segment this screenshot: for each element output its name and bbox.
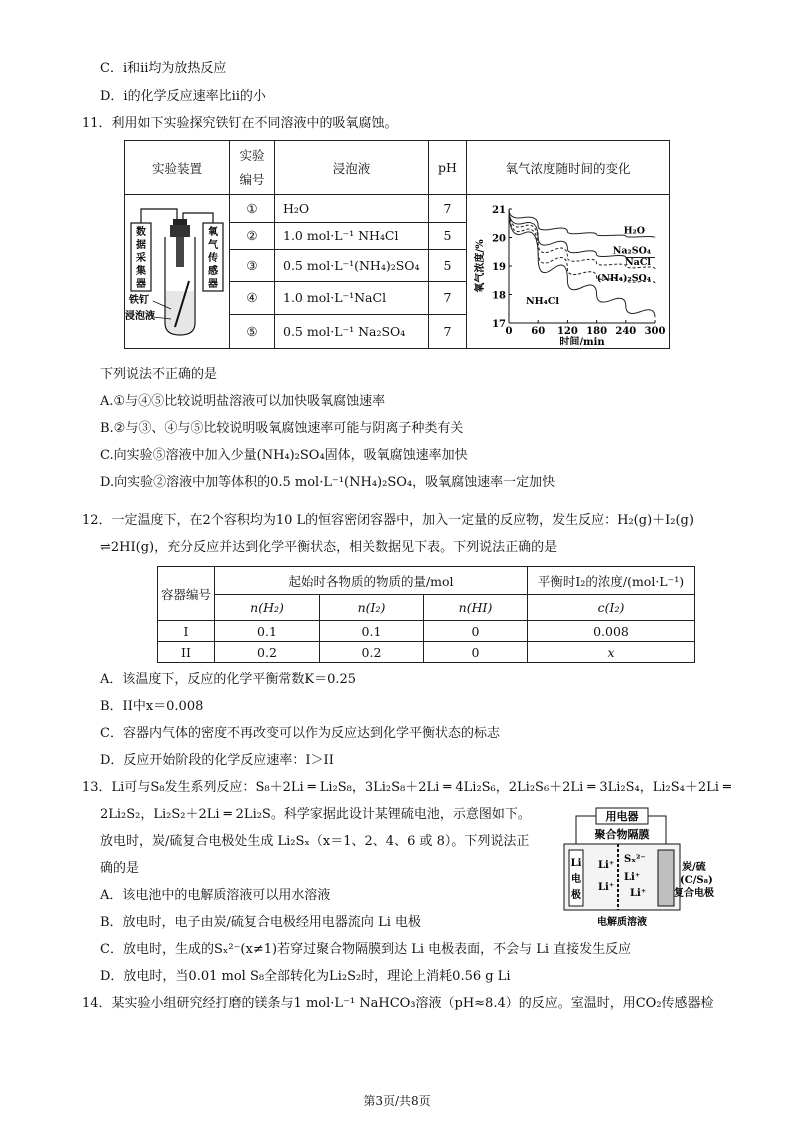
q11-row-3-solution: 0.5 mol·L⁻¹(NH₄)₂SO₄ (275, 250, 429, 282)
q11-row-4-ph: 7 (429, 281, 467, 315)
q12-row-2-ni2: 0.2 (320, 642, 424, 663)
q12-row-1-nh2: 0.1 (215, 621, 320, 642)
q12-option-b: B．II中x＝0.008 (100, 699, 204, 714)
q11-chart-cell (467, 195, 670, 349)
q11-row-1-id: ① (230, 195, 275, 223)
q12-table (157, 566, 695, 663)
x-tick-label: 300 (644, 326, 666, 337)
q12-stem-1: 12．一定温度下，在2个容积均为10 L的恒容密闭容器中，加入一定量的反应物，发生反应：H₂(g)＋I₂(g) (82, 513, 694, 528)
q11-row-5-solution: 0.5 mol·L⁻¹ Na₂SO₄ (275, 315, 429, 349)
sensor-label-1: 氧 (208, 227, 218, 238)
y-tick-label: 18 (492, 290, 506, 302)
liion-right-1: Li⁺ (624, 872, 641, 883)
series-label-3: (NH₄)₂SO₄ (596, 273, 651, 285)
q14-stem: 14．某实验小组研究经打磨的镁条与1 mol·L⁻¹ NaHCO₃溶液（pH≈8.4）的反应。室温时，用CO₂传感器检 (82, 996, 714, 1011)
q11-stem: 11．利用如下实验探究铁钉在不同溶液中的吸氧腐蚀。 (82, 116, 398, 131)
q11-row-3-ph: 5 (429, 250, 467, 282)
collector-label-1: 数 (136, 227, 146, 238)
q13-option-d: D．放电时，当0.01 mol S₈全部转化为Li₂S₂时，理论上消耗0.56 g Li (100, 969, 511, 984)
q12-sub-ni2: n(I₂) (320, 595, 424, 621)
q12-sub-nh2: n(H₂) (215, 595, 320, 621)
cs-electrode-label-2: (C/S₈) (680, 875, 713, 886)
q13-option-b: B．放电时，电子由炭/硫复合电极经用电器流向 Li 电极 (100, 915, 421, 930)
q11-header-apparatus: 实验装置 (125, 141, 230, 195)
q11-row-5-id: ⑤ (230, 315, 275, 349)
q13-option-a: A．该电池中的电解质溶液可以用水溶液 (100, 888, 331, 903)
li-electrode-label-1: Li (570, 858, 582, 869)
q11-header-ph: pH (429, 141, 467, 195)
q11-option-a: A.①与④⑤比较说明盐溶液可以加快吸氧腐蚀速率 (100, 394, 386, 409)
y-tick-label: 17 (492, 319, 506, 330)
appliance-label: 用电器 (605, 810, 639, 823)
sensor-label-4: 感 (208, 266, 218, 277)
q11-question: 下列说法不正确的是 (100, 367, 218, 382)
q10-option-c: C．ⅰ和ⅱ均为放热反应 (100, 61, 227, 76)
liquid-label: 浸泡液 (125, 311, 155, 322)
q12-row-1-nhi: 0 (424, 621, 528, 642)
liion-left-2: Li⁺ (598, 882, 615, 893)
q12-header-container: 容器编号 (158, 567, 215, 621)
series-label-4: NH₄Cl (526, 295, 559, 307)
liion-left-1: Li⁺ (598, 860, 615, 871)
q11-apparatus-cell (125, 195, 230, 349)
li-electrode-label-3: 极 (571, 890, 581, 901)
q11-row-2-ph: 5 (429, 222, 467, 250)
q11-header-exp-id: 实验 编号 (230, 141, 275, 195)
collector-label-5: 器 (136, 279, 146, 290)
q12-sub-nhi: n(HI) (424, 595, 528, 621)
x-tick-label: 60 (531, 326, 546, 337)
q13-stem-3: 放电时，炭/硫复合电极处生成 Li₂Sₓ（x＝1、2、4、6 或 8）。下列说法正 (100, 834, 530, 849)
q12-row-2-nhi: 0 (424, 642, 528, 663)
series-label-2: NaCl (624, 256, 651, 268)
q11-option-b: B.②与③、④与⑤比较说明吸氧腐蚀速率可能与阴离子种类有关 (100, 421, 464, 436)
y-tick-label: 20 (492, 233, 506, 245)
oxygen-chart (467, 195, 669, 345)
page-footer: 第3页/共8页 (363, 1094, 431, 1108)
y-tick-label: 21 (492, 205, 506, 216)
q12-header-initial: 起始时各物质的物质的量/mol (215, 567, 528, 595)
q11-option-c: C.向实验⑤溶液中加入少量(NH₄)₂SO₄固体，吸氧腐蚀速率加快 (100, 448, 468, 463)
membrane-label: 聚合物隔膜 (594, 828, 650, 841)
q12-row-2-nh2: 0.2 (215, 642, 320, 663)
x-tick-label: 180 (586, 326, 608, 337)
x-tick-label: 0 (505, 326, 513, 337)
q12-row-2-ci2: x (528, 642, 695, 663)
x-tick-label: 240 (615, 326, 637, 337)
q11-table (124, 140, 670, 349)
series-label-0: H₂O (623, 225, 645, 237)
electrolyte-label: 电解质溶液 (597, 917, 647, 928)
q13-stem-1: 13．Li可与S₈发生系列反应：S₈＋2Li ═ Li₂S₈，3Li₂S₈＋2Li ═ 4Li₂S₆，2Li₂S₆＋2Li ═ 3Li₂S₄，Li₂S₄＋2Li ═ (82, 780, 731, 795)
q11-row-1-ph: 7 (429, 195, 467, 223)
q12-row-1-ni2: 0.1 (320, 621, 424, 642)
series-label-1: Na₂SO₄ (612, 245, 651, 257)
q12-header-eq: 平衡时I₂的浓度/(mol·L⁻¹) (528, 567, 695, 595)
q12-row-1-container: I (158, 621, 215, 642)
collector-label-2: 据 (136, 240, 146, 251)
q11-row-1-solution: H₂O (275, 195, 429, 223)
x-tick-label: 120 (556, 326, 578, 337)
q12-option-a: A．该温度下，反应的化学平衡常数K＝0.25 (100, 672, 357, 687)
sensor-label-2: 气 (208, 240, 218, 251)
q11-row-4-solution: 1.0 mol·L⁻¹NaCl (275, 281, 429, 315)
q11-row-4-id: ④ (230, 281, 275, 315)
q10-option-d: D．ⅰ的化学反应速率比ⅱ的小 (100, 89, 266, 104)
sensor-label-5: 器 (208, 279, 218, 290)
q13-stem-2: 2Li₂S₂，Li₂S₂＋2Li ═ 2Li₂S。科学家据此设计某锂硫电池，示意图如下。 (100, 807, 531, 822)
q13-option-c: C．放电时，生成的Sₓ²⁻(x≠1)若穿过聚合物隔膜到达 Li 电极表面，不会与 Li 直接发生反应 (100, 942, 632, 957)
q13-stem-4: 确的是 (100, 861, 140, 876)
q11-row-2-id: ② (230, 222, 275, 250)
sensor-label-3: 传 (208, 253, 218, 264)
nail-label: 铁钉 (129, 295, 149, 306)
cs-electrode-label-1: 炭/硫 (682, 862, 706, 873)
li-electrode-label-2: 电 (571, 874, 581, 885)
q12-sub-ci2: c(I₂) (528, 595, 695, 621)
q12-row-2-container: II (158, 642, 215, 663)
q11-row-5-ph: 7 (429, 315, 467, 349)
q12-stem-2: ⇌2HI(g)，充分反应并达到化学平衡状态，相关数据见下表。下列说法正确的是 (100, 540, 558, 555)
q11-row-3-id: ③ (230, 250, 275, 282)
y-tick-label: 19 (492, 262, 506, 273)
liion-right-2: Li⁺ (630, 888, 647, 899)
sx-label: Sₓ²⁻ (624, 854, 646, 865)
q12-option-c: C．容器内气体的密度不再改变可以作为反应达到化学平衡状态的标志 (100, 726, 500, 741)
q12-row-1-ci2: 0.008 (528, 621, 695, 642)
y-axis-label: 氧气浓度/% (475, 239, 486, 293)
battery-diagram (560, 806, 720, 930)
x-axis-label: 时间/min (559, 337, 605, 345)
q12-option-d: D．反应开始阶段的化学反应速率：I＞II (100, 753, 334, 768)
collector-label-3: 采 (136, 253, 146, 264)
apparatus-diagram (125, 195, 229, 345)
q11-row-2-solution: 1.0 mol·L⁻¹ NH₄Cl (275, 222, 429, 250)
collector-label-4: 集 (136, 266, 146, 277)
cs-electrode-label-3: 复合电极 (674, 888, 714, 899)
q11-option-d: D.向实验②溶液中加等体积的0.5 mol·L⁻¹(NH₄)₂SO₄，吸氧腐蚀速率一定加快 (100, 475, 556, 490)
q11-header-chart: 氧气浓度随时间的变化 (467, 141, 670, 195)
q11-header-solution: 浸泡液 (275, 141, 429, 195)
